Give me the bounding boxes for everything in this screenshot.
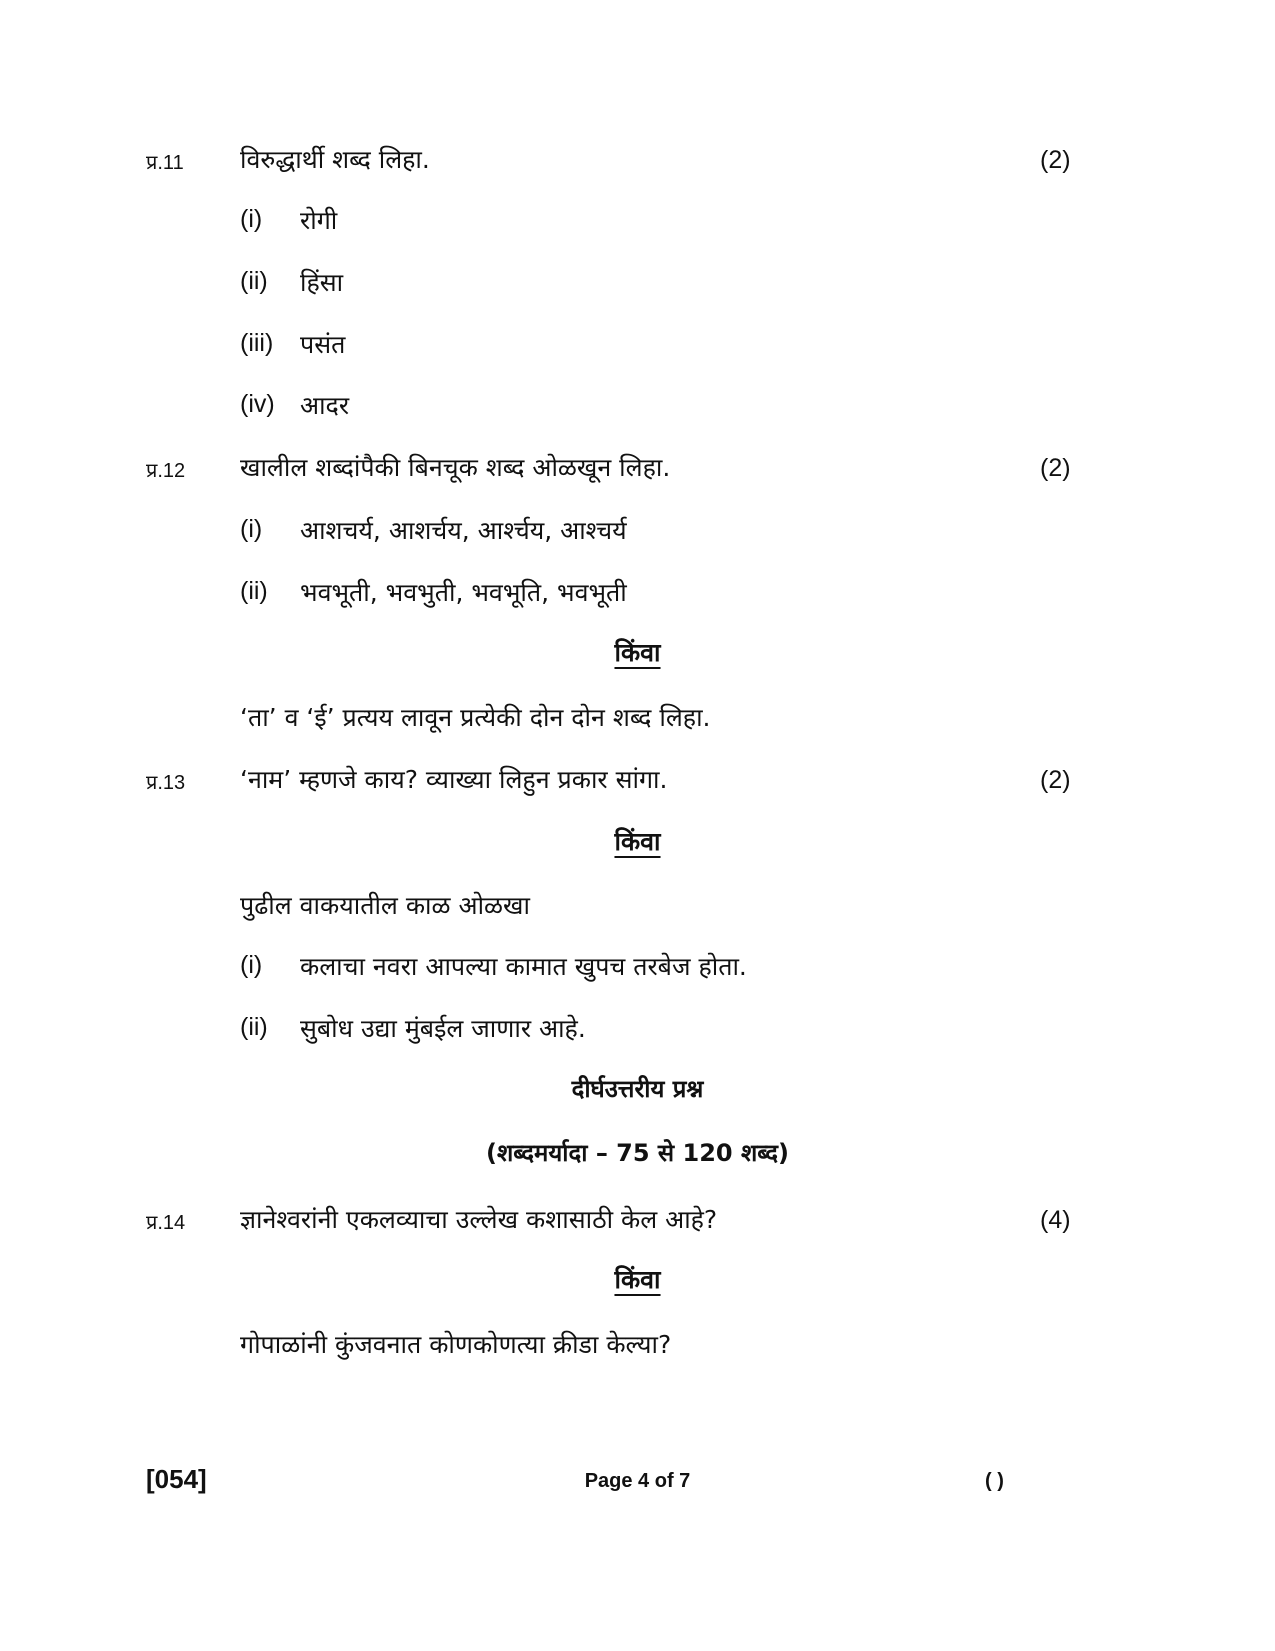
option-label: (iii) bbox=[240, 329, 274, 357]
question-number-11: प्र.11 bbox=[146, 152, 184, 174]
or-separator: किंवा bbox=[614, 827, 661, 856]
or-separator: किंवा bbox=[614, 638, 661, 667]
marks-11: (2) bbox=[1040, 146, 1071, 174]
option-text: कलाचा नवरा आपल्या कामात खुपच तरबेज होता. bbox=[300, 952, 747, 981]
marks-13: (2) bbox=[1040, 766, 1071, 794]
section-heading: दीर्घउत्तरीय प्रश्न bbox=[571, 1075, 704, 1103]
option-label: (i) bbox=[240, 205, 263, 233]
question-text-14: ज्ञानेश्वरांनी एकलव्याचा उल्लेख कशासाठी केल आहे? bbox=[240, 1205, 718, 1234]
question-number-12: प्र.12 bbox=[146, 460, 186, 482]
option-text: आदर bbox=[300, 391, 350, 420]
marks-14: (4) bbox=[1040, 1206, 1071, 1234]
alternative-question-text: गोपाळांनी कुंजवनात कोणकोणत्या क्रीडा केल्या? bbox=[240, 1330, 672, 1359]
option-text: रोगी bbox=[300, 206, 338, 235]
question-text-13: ‘नाम’ म्हणजे काय? व्याख्या लिहुन प्रकार सांगा. bbox=[240, 765, 668, 794]
option-label: (ii) bbox=[240, 267, 268, 295]
alternative-question-text: पुढील वाकयातील काळ ओळखा bbox=[240, 891, 530, 920]
option-text: सुबोध उद्या मुंबईल जाणार आहे. bbox=[300, 1014, 586, 1043]
marks-12: (2) bbox=[1040, 454, 1071, 482]
footer-right-mark: ( ) bbox=[985, 1470, 1004, 1492]
option-label: (i) bbox=[240, 951, 263, 979]
option-label: (iv) bbox=[240, 390, 275, 418]
option-text: आशचर्य, आशर्चय, आर्श्चय, आश्चर्य bbox=[300, 516, 627, 545]
question-text-11: विरुद्धार्थी शब्द लिहा. bbox=[240, 145, 430, 174]
option-label: (ii) bbox=[240, 1013, 268, 1041]
question-number-14: प्र.14 bbox=[146, 1212, 186, 1234]
paper-code: [054] bbox=[146, 1464, 207, 1494]
option-text: पसंत bbox=[300, 330, 346, 359]
option-label: (ii) bbox=[240, 577, 268, 605]
or-separator: किंवा bbox=[614, 1265, 661, 1294]
option-text: हिंसा bbox=[300, 268, 344, 297]
option-label: (i) bbox=[240, 515, 263, 543]
question-number-13: प्र.13 bbox=[146, 772, 186, 794]
question-text-12: खालील शब्दांपैकी बिनचूक शब्द ओळखून लिहा. bbox=[240, 453, 671, 482]
page-number: Page 4 of 7 bbox=[584, 1470, 691, 1492]
word-limit-note: (शब्दमर्यादा – 75 से 120 शब्द) bbox=[486, 1139, 789, 1167]
alternative-question-text: ‘ता’ व ‘ई’ प्रत्यय लावून प्रत्येकी दोन दोन शब्द लिहा. bbox=[240, 703, 711, 732]
option-text: भवभूती, भवभुती, भवभूति, भवभूती bbox=[300, 578, 627, 607]
